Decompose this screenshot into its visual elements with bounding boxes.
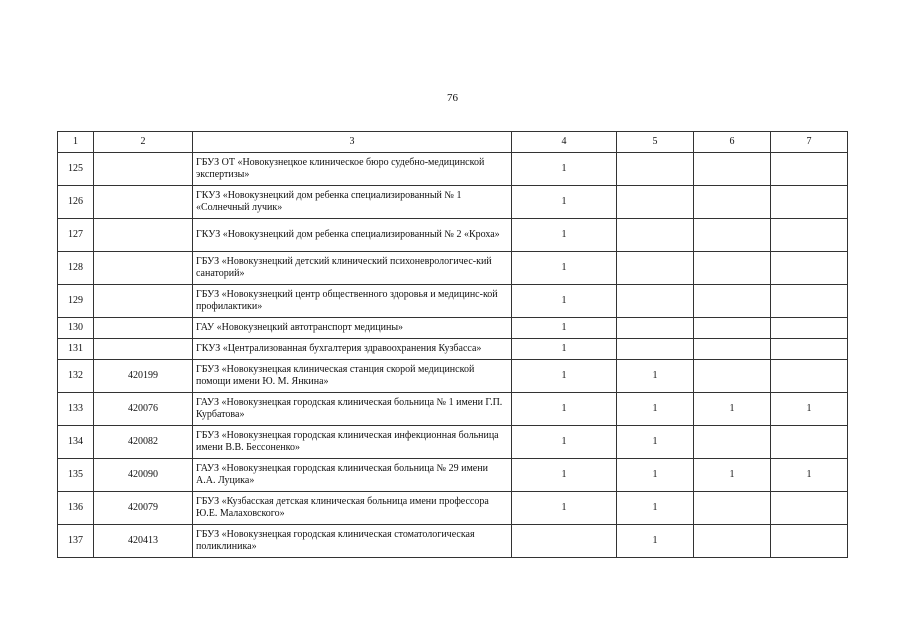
row-number: 133: [58, 393, 94, 426]
row-code: [94, 252, 193, 285]
column-7-value: [771, 339, 848, 360]
column-4-value: 1: [512, 492, 617, 525]
organization-name: ГБУЗ «Новокузнецкая городская клиническая инфекционная больница имени В.В. Бессоненко»: [193, 426, 512, 459]
table-row: [58, 252, 848, 285]
column-6-value: [694, 339, 771, 360]
column-header: 3: [193, 132, 512, 153]
column-4-value: 1: [512, 186, 617, 219]
column-7-value: [771, 285, 848, 318]
column-6-value: [694, 252, 771, 285]
row-number: 126: [58, 186, 94, 219]
row-number: 125: [58, 153, 94, 186]
row-code: [94, 186, 193, 219]
organization-name: ГАУЗ «Новокузнецкая городская клиническая больница № 29 имени А.А. Луцика»: [193, 459, 512, 492]
organization-name: ГБУЗ ОТ «Новокузнецкое клиническое бюро судебно-медицинской экспертизы»: [193, 153, 512, 186]
column-6-value: [694, 285, 771, 318]
row-number: 130: [58, 318, 94, 339]
column-7-value: [771, 360, 848, 393]
column-6-value: [694, 219, 771, 252]
table-row: [58, 393, 848, 426]
column-6-value: [694, 360, 771, 393]
row-code: [94, 318, 193, 339]
column-7-value: [771, 153, 848, 186]
row-code: 420076: [94, 393, 193, 426]
organization-name: ГАУ «Новокузнецкий автотранспорт медицины»: [193, 318, 512, 339]
row-number: 128: [58, 252, 94, 285]
row-number: 134: [58, 426, 94, 459]
organization-name: ГАУЗ «Новокузнецкая городская клиническая больница № 1 имени Г.П. Курбатова»: [193, 393, 512, 426]
row-code: [94, 339, 193, 360]
column-5-value: [617, 318, 694, 339]
table-row: [58, 426, 848, 459]
table-row: [58, 492, 848, 525]
row-code: 420413: [94, 525, 193, 558]
column-7-value: [771, 252, 848, 285]
organization-name: ГКУЗ «Централизованная бухгалтерия здравоохранения Кузбасса»: [193, 339, 512, 360]
column-5-value: 1: [617, 492, 694, 525]
column-6-value: [694, 318, 771, 339]
column-7-value: 1: [771, 459, 848, 492]
table-row: [58, 459, 848, 492]
column-5-value: [617, 339, 694, 360]
row-number: 127: [58, 219, 94, 252]
column-5-value: [617, 252, 694, 285]
row-number: 135: [58, 459, 94, 492]
table-row: [58, 219, 848, 252]
column-7-value: [771, 219, 848, 252]
column-4-value: 1: [512, 285, 617, 318]
column-4-value: 1: [512, 426, 617, 459]
column-4-value: 1: [512, 339, 617, 360]
table-row: [58, 339, 848, 360]
table-row: [58, 153, 848, 186]
column-6-value: [694, 153, 771, 186]
column-4-value: 1: [512, 252, 617, 285]
row-code: [94, 219, 193, 252]
column-5-value: [617, 186, 694, 219]
column-header: 4: [512, 132, 617, 153]
column-7-value: [771, 318, 848, 339]
column-5-value: [617, 219, 694, 252]
organization-name: ГБУЗ «Новокузнецкая городская клиническая стоматологическая поликлиника»: [193, 525, 512, 558]
header-row: [58, 132, 848, 153]
column-5-value: 1: [617, 525, 694, 558]
column-header: 2: [94, 132, 193, 153]
column-5-value: 1: [617, 360, 694, 393]
column-6-value: [694, 525, 771, 558]
column-4-value: 1: [512, 318, 617, 339]
row-code: [94, 285, 193, 318]
table-row: [58, 360, 848, 393]
column-7-value: 1: [771, 393, 848, 426]
organization-name: ГБУЗ «Новокузнецкий детский клинический психоневрологичес-кий санаторий»: [193, 252, 512, 285]
table-row: [58, 318, 848, 339]
column-5-value: 1: [617, 459, 694, 492]
row-number: 132: [58, 360, 94, 393]
page-number: 76: [447, 92, 458, 104]
data-table: [57, 131, 848, 558]
table-row: [58, 285, 848, 318]
column-4-value: 1: [512, 393, 617, 426]
column-header: 5: [617, 132, 694, 153]
column-4-value: 1: [512, 459, 617, 492]
column-5-value: 1: [617, 426, 694, 459]
organization-name: ГБУЗ «Новокузнецкая клиническая станция скорой медицинской помощи имени Ю. М. Янкина»: [193, 360, 512, 393]
column-header: 7: [771, 132, 848, 153]
row-code: [94, 153, 193, 186]
organization-name: ГБУЗ «Новокузнецкий центр общественного здоровья и медицинс-кой профилактики»: [193, 285, 512, 318]
column-4-value: 1: [512, 360, 617, 393]
table-row: [58, 525, 848, 558]
organization-name: ГКУЗ «Новокузнецкий дом ребенка специализированный № 1 «Солнечный лучик»: [193, 186, 512, 219]
row-code: 420199: [94, 360, 193, 393]
table-row: [58, 186, 848, 219]
organization-name: ГКУЗ «Новокузнецкий дом ребенка специализированный № 2 «Кроха»: [193, 219, 512, 252]
row-number: 129: [58, 285, 94, 318]
row-code: 420082: [94, 426, 193, 459]
column-header: 6: [694, 132, 771, 153]
column-7-value: [771, 186, 848, 219]
column-6-value: 1: [694, 459, 771, 492]
organization-name: ГБУЗ «Кузбасская детская клиническая больница имени профессора Ю.Е. Малаховского»: [193, 492, 512, 525]
column-6-value: [694, 186, 771, 219]
column-5-value: [617, 153, 694, 186]
column-5-value: 1: [617, 393, 694, 426]
column-7-value: [771, 426, 848, 459]
column-7-value: [771, 492, 848, 525]
column-6-value: [694, 492, 771, 525]
column-5-value: [617, 285, 694, 318]
column-7-value: [771, 525, 848, 558]
column-6-value: 1: [694, 393, 771, 426]
column-6-value: [694, 426, 771, 459]
row-number: 136: [58, 492, 94, 525]
row-code: 420090: [94, 459, 193, 492]
row-number: 137: [58, 525, 94, 558]
column-4-value: 1: [512, 219, 617, 252]
row-code: 420079: [94, 492, 193, 525]
column-4-value: [512, 525, 617, 558]
column-header: 1: [58, 132, 94, 153]
row-number: 131: [58, 339, 94, 360]
column-4-value: 1: [512, 153, 617, 186]
